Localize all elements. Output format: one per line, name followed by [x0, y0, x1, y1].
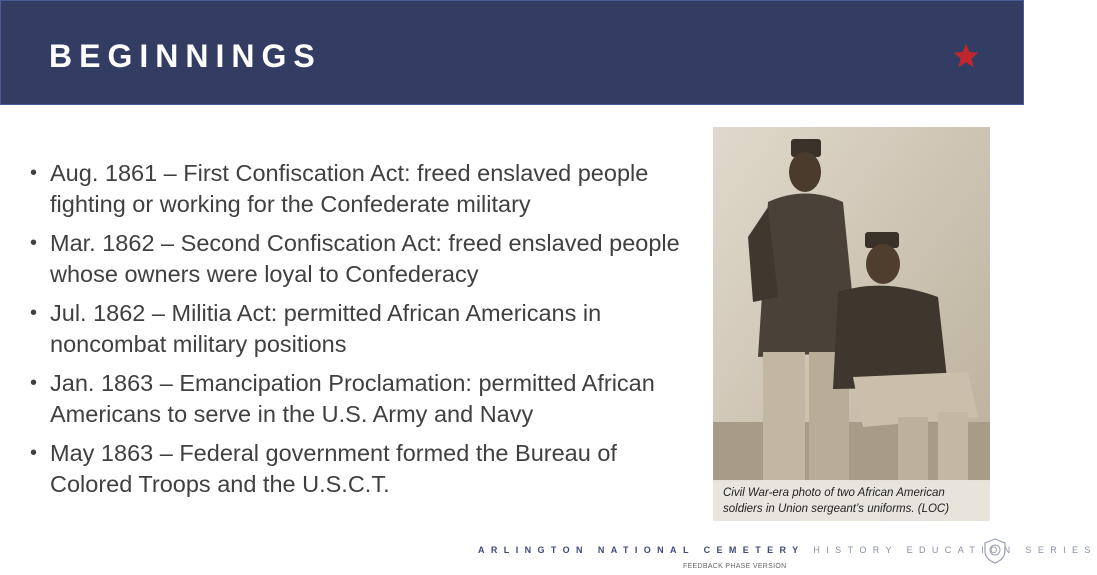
bullet-item: • Jan. 1863 – Emancipation Proclamation: permitted African Americans to serve in the U.S. Army and Navy: [30, 370, 655, 427]
bullet-item: • Jul. 1862 – Militia Act: permitted African Americans in noncombat military positions: [30, 300, 602, 357]
bullet-item: • Aug. 1861 – First Confiscation Act: freed enslaved people fighting or working for the Confederate military: [30, 160, 649, 217]
bullet-item: • May 1863 – Federal government formed the Bureau of Colored Troops and the U.S.C.T.: [30, 440, 617, 497]
bullet-dot-icon: •: [30, 232, 38, 254]
slide-title: BEGINNINGS: [49, 38, 322, 74]
cemetery-seal-icon: [983, 538, 1007, 564]
footer-cemetery-name: ARLINGTON NATIONAL CEMETERY: [478, 545, 805, 555]
bullet-item: • Mar. 1862 – Second Confiscation Act: freed enslaved people whose owners were loyal to Confederacy: [30, 230, 680, 287]
photo-caption: Civil War-era photo of two African American soldiers in Union sergeant’s uniforms. (LOC): [713, 480, 990, 521]
bullet-dot-icon: •: [30, 372, 38, 394]
bullet-dot-icon: •: [30, 162, 38, 184]
title-bar: [0, 0, 1024, 105]
historical-photo: [713, 127, 990, 521]
bullet-list: [28, 158, 688, 508]
bullet-dot-icon: •: [30, 442, 38, 464]
star-icon: [952, 42, 980, 70]
footer-series-name: HISTORY EDUCATION SERIES: [813, 545, 1097, 555]
footer-version: FEEDBACK PHASE VERSION: [683, 563, 787, 570]
bullet-dot-icon: •: [30, 302, 38, 324]
soldiers-photo-illustration: [713, 127, 990, 521]
